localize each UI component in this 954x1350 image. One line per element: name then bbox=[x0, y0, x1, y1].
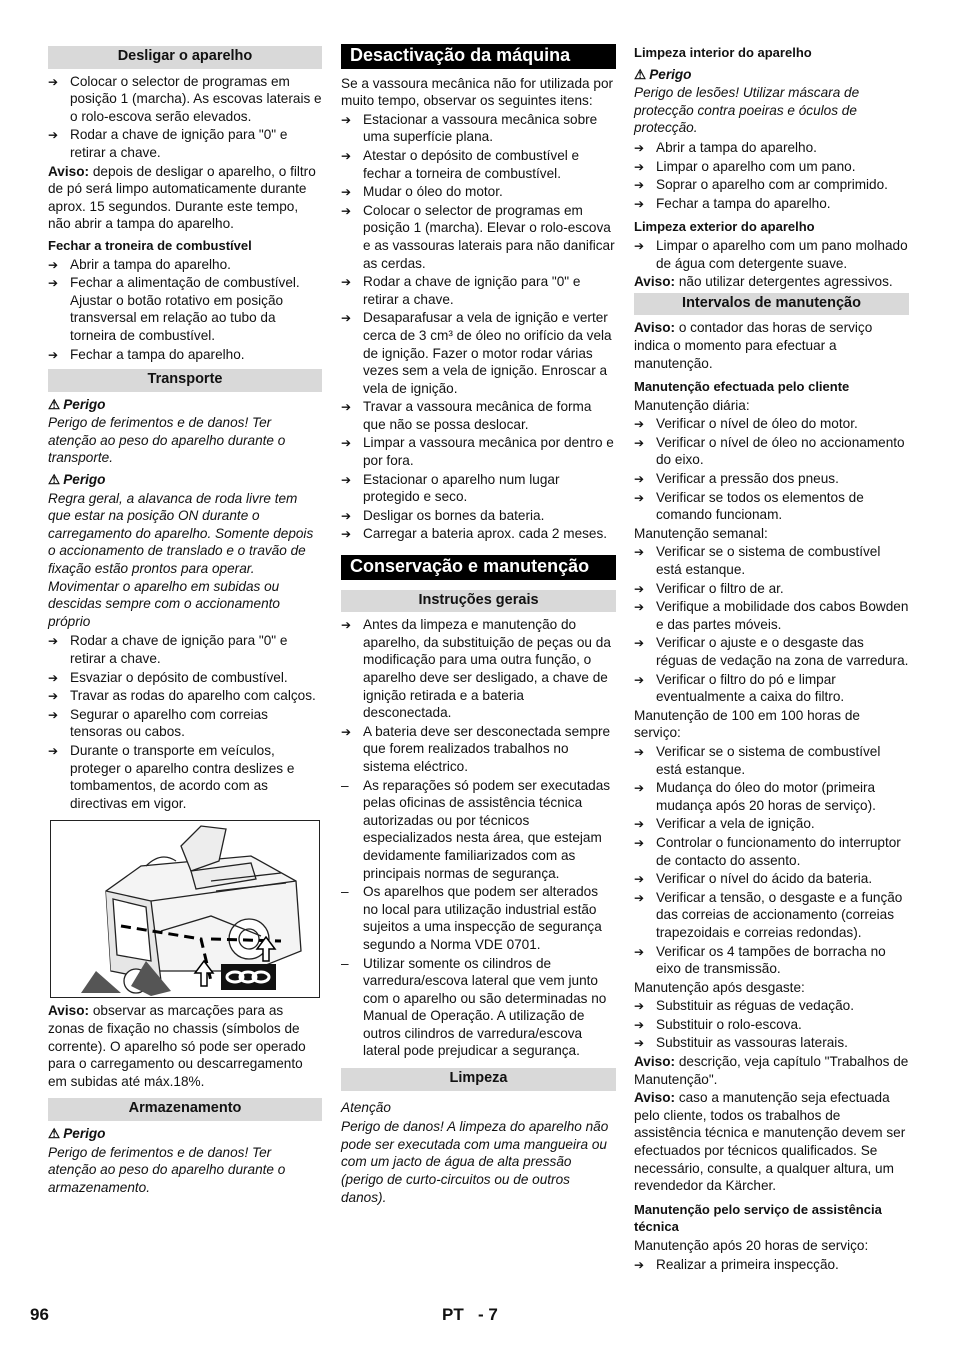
caution-heading: Atenção bbox=[341, 1099, 391, 1115]
interval-label: Manutenção de 100 em 100 horas de serviço: bbox=[634, 707, 860, 741]
arrow-right-icon bbox=[48, 632, 66, 651]
list-item: ➔ Antes da limpeza e manutenção do aparelho, da substituição de peças ou da modificação para uma outra função, o aparelho deve ser desligado, a chave de ignição retirada e a bateria desconectada. bbox=[341, 616, 616, 722]
arrow-right-icon bbox=[634, 598, 652, 617]
list-item: ➔ Desaparafusar a vela de ignição e verter cerca de 3 cm³ de óleo no orifício da vela de ignição. Fazer o motor rodar várias vezes sem a vela de ignição. Enroscar a vela de ignição. bbox=[341, 309, 616, 397]
arrow-right-icon bbox=[341, 309, 359, 328]
arrow-right-icon bbox=[634, 415, 652, 434]
chapter-title-maintenance: Conservação e manutenção bbox=[341, 555, 616, 580]
interval-label: Manutenção diária: bbox=[634, 397, 750, 413]
arrow-right-icon bbox=[48, 669, 66, 688]
list-item: ➔ Atestar o depósito de combustível e fechar a torneira de combustível. bbox=[341, 147, 616, 182]
arrow-right-icon bbox=[48, 73, 66, 92]
subheading-customer-maintenance: Manutenção efectuada pelo cliente bbox=[634, 379, 850, 395]
arrow-right-icon bbox=[341, 434, 359, 453]
danger-text: Regra geral, a alavanca de roda livre tem que estar na posição ON durante o carregamento do aparelho. Somente depois o accionamento de translado e o travão de fixação estão prontos para operar. Movimentar o aparelho em subidas ou descidas sempre com o accionamento próprio bbox=[48, 490, 314, 629]
column-1 bbox=[48, 44, 322, 1198]
arrow-right-icon bbox=[634, 158, 652, 177]
note: Aviso: caso a manutenção seja efectuada pelo cliente, todos os trabalhos de assistência técnica e manutenção devem ser efectuados por técnicos qualificados. Se necessário, consulte, a qualquer altura, um revendedor da Kärcher. bbox=[634, 1090, 906, 1194]
list-item: ➔ Abrir a tampa do aparelho. bbox=[48, 256, 322, 274]
arrow-right-icon bbox=[341, 202, 359, 221]
list-item: ➔ Rodar a chave de ignição para "0" e retirar a chave. bbox=[48, 632, 322, 667]
warning-triangle-icon: ⚠ bbox=[48, 396, 61, 412]
arrow-right-icon bbox=[634, 870, 652, 889]
list-item: ➔ Durante o transporte em veículos, proteger o aparelho contra deslizes e tombamentos, de acordo com as directivas em vigor. bbox=[48, 742, 322, 812]
arrow-right-icon bbox=[341, 471, 359, 490]
list-item: ➔ Carregar a bateria aprox. cada 2 meses. bbox=[341, 525, 616, 543]
arrow-right-icon bbox=[634, 889, 652, 908]
subheading-service-maintenance: Manutenção pelo serviço de assistência técnica bbox=[634, 1201, 882, 1235]
intro-text: Se a vassoura mecânica não for utilizada por muito tempo, observar os seguintes itens: bbox=[341, 75, 614, 109]
list-item: ➔ Rodar a chave de ignição para "0" e retirar a chave. bbox=[341, 273, 616, 308]
danger-text: Perigo de lesões! Utilizar máscara de protecção contra poeiras e óculos de protecção. bbox=[634, 85, 860, 136]
list-item: – Os aparelhos que podem ser alterados no local para utilização industrial estão sujeitos a uma inspecção de segurança segundo a Norma VDE 0701. bbox=[341, 883, 616, 953]
list-item: ➔ Verificar a vela de ignição. bbox=[634, 815, 909, 833]
general-instructions bbox=[341, 616, 616, 1060]
warning-triangle-icon: ⚠ bbox=[48, 1125, 61, 1141]
arrow-right-icon bbox=[634, 1016, 652, 1035]
list-item: ➔ Controlar o funcionamento do interruptor de contacto do assento. bbox=[634, 834, 909, 869]
arrow-right-icon bbox=[48, 126, 66, 145]
list-item: ➔ Abrir a tampa do aparelho. bbox=[634, 139, 909, 157]
list-item: ➔ Colocar o selector de programas em posição 1 (marcha). Elevar o rolo-escova e as vassouras laterais para não danificar as cerdas. bbox=[341, 202, 616, 272]
fuel-cock-steps bbox=[48, 256, 322, 364]
list-item: ➔ Verifique a mobilidade dos cabos Bowden e das partes móveis. bbox=[634, 598, 909, 633]
list-item: ➔ Realizar a primeira inspecção. bbox=[634, 1256, 909, 1274]
list-item: ➔ Limpar a vassoura mecânica por dentro e por fora. bbox=[341, 434, 616, 469]
list-item: ➔ Substituir as réguas de vedação. bbox=[634, 997, 909, 1015]
note: Aviso: não utilizar detergentes agressivos. bbox=[634, 274, 893, 290]
subheading-fuel-cock: Fechar a troneira de combustível bbox=[48, 237, 252, 253]
subheading-exterior-cleaning: Limpeza exterior do aparelho bbox=[634, 219, 815, 235]
section-title-cleaning: Limpeza bbox=[341, 1068, 616, 1091]
list-item: ➔ Verificar os 4 tampões de borracha no eixo de transmissão. bbox=[634, 943, 909, 978]
arrow-right-icon bbox=[634, 1256, 652, 1275]
list-item: ➔ Verificar o ajuste e o desgaste das réguas de vedação na zona de varredura. bbox=[634, 634, 909, 669]
note: Aviso: descrição, veja capítulo "Trabalhos de Manutenção". bbox=[634, 1054, 909, 1087]
list-item: ➔ Substituir as vassouras laterais. bbox=[634, 1034, 909, 1052]
arrow-right-icon bbox=[634, 1034, 652, 1053]
list-item: ➔ Estacionar o aparelho num lugar protegido e seco. bbox=[341, 471, 616, 506]
list-item: ➔ Substituir o rolo-escova. bbox=[634, 1016, 909, 1034]
interval-label: Manutenção após 20 horas de serviço: bbox=[634, 1238, 869, 1253]
arrow-right-icon bbox=[634, 176, 652, 195]
arrow-right-icon bbox=[634, 489, 652, 508]
arrow-right-icon bbox=[48, 274, 66, 293]
exterior-cleaning-steps bbox=[634, 237, 909, 272]
switch-off-steps bbox=[48, 73, 322, 162]
daily-steps bbox=[634, 415, 909, 524]
danger-heading: ⚠ Perigo bbox=[48, 396, 106, 412]
section-title-intervals: Intervalos de manutenção bbox=[634, 293, 909, 316]
section-title-transport: Transporte bbox=[48, 369, 322, 392]
arrow-right-icon bbox=[634, 634, 652, 653]
arrow-right-icon bbox=[341, 525, 359, 544]
section-title-storage: Armazenamento bbox=[48, 1098, 322, 1121]
decommission-steps bbox=[341, 111, 616, 543]
machine-illustration bbox=[50, 820, 320, 998]
arrow-right-icon bbox=[634, 543, 652, 562]
section-page-number: - 7 bbox=[478, 1305, 498, 1324]
interval-label: Manutenção após desgaste: bbox=[634, 979, 805, 995]
list-item: ➔ Estacionar a vassoura mecânica sobre uma superfície plana. bbox=[341, 111, 616, 146]
list-item: ➔ Verificar a pressão dos pneus. bbox=[634, 470, 909, 488]
section-title-switch-off: Desligar o aparelho bbox=[48, 46, 322, 69]
sweeper-drawing bbox=[51, 821, 319, 997]
arrow-right-icon bbox=[48, 687, 66, 706]
warning-triangle-icon: ⚠ bbox=[48, 472, 61, 488]
list-item: ➔ Verificar se todos os elementos de comando funcionam. bbox=[634, 489, 909, 524]
list-item: ➔ Fechar a tampa do aparelho. bbox=[48, 346, 322, 364]
arrow-right-icon bbox=[48, 346, 66, 365]
list-item: ➔ Limpar o aparelho com um pano. bbox=[634, 158, 909, 176]
list-item: ➔ A bateria deve ser desconectada sempre que forem realizados trabalhos no sistema eléctrico. bbox=[341, 723, 616, 776]
list-item: ➔ Segurar o aparelho com correias tensoras ou cabos. bbox=[48, 706, 322, 741]
arrow-right-icon bbox=[341, 273, 359, 292]
interior-cleaning-steps bbox=[634, 139, 909, 212]
danger-text: Perigo de ferimentos e de danos! Ter atenção ao peso do aparelho durante o transporte. bbox=[48, 415, 286, 466]
arrow-right-icon bbox=[634, 434, 652, 453]
arrow-right-icon bbox=[634, 139, 652, 158]
list-item: ➔ Verificar o nível do ácido da bateria. bbox=[634, 870, 909, 888]
transport-steps bbox=[48, 632, 322, 812]
subheading-interior-cleaning: Limpeza interior do aparelho bbox=[634, 45, 812, 60]
list-item: ➔ Verificar a tensão, o desgaste e a função das correias de accionamento (correias trapezoidais e correias redondas). bbox=[634, 889, 909, 942]
list-item: ➔ Mudar o óleo do motor. bbox=[341, 183, 616, 201]
caution-text: Perigo de danos! A limpeza do aparelho não pode ser executada com uma mangueira ou com um jacto de água de alta pressão (perigo de curto-circuitos ou de outros danos). bbox=[341, 1119, 609, 1205]
100h-steps bbox=[634, 743, 909, 978]
arrow-right-icon bbox=[48, 742, 66, 761]
note: Aviso: depois de desligar o aparelho, o filtro de pó será limpo automaticamente durante aprox. 15 segundos. Durante este tempo, não abrir a tampa do aparelho. bbox=[48, 163, 316, 232]
list-item: ➔ Verificar o filtro do pó e limpar eventualmente a caixa do filtro. bbox=[634, 671, 909, 706]
section-title-general: Instruções gerais bbox=[341, 590, 616, 613]
arrow-right-icon bbox=[634, 743, 652, 762]
arrow-right-icon bbox=[634, 815, 652, 834]
arrow-right-icon bbox=[341, 723, 359, 742]
arrow-right-icon bbox=[48, 256, 66, 275]
arrow-right-icon bbox=[634, 671, 652, 690]
arrow-right-icon bbox=[48, 706, 66, 725]
arrow-right-icon bbox=[634, 237, 652, 256]
arrow-right-icon bbox=[634, 834, 652, 853]
list-item: ➔ Desligar os bornes da bateria. bbox=[341, 507, 616, 525]
list-item: ➔ Esvaziar o depósito de combustível. bbox=[48, 669, 322, 687]
arrow-right-icon bbox=[341, 183, 359, 202]
interval-label: Manutenção semanal: bbox=[634, 525, 768, 541]
arrow-right-icon bbox=[341, 147, 359, 166]
list-item: ➔ Travar a vassoura mecânica de forma que não se possa deslocar. bbox=[341, 398, 616, 433]
arrow-right-icon bbox=[634, 470, 652, 489]
list-item: ➔ Mudança do óleo do motor (primeira mudança após 20 horas de serviço). bbox=[634, 779, 909, 814]
list-item: ➔ Verificar o nível de óleo do motor. bbox=[634, 415, 909, 433]
warning-triangle-icon: ⚠ bbox=[634, 66, 647, 82]
list-item: ➔ Verificar se o sistema de combustível está estanque. bbox=[634, 543, 909, 578]
list-item: ➔ Fechar a alimentação de combustível. Ajustar o botão rotativo em posição transversal em relação ao tubo da torneira de combustível. bbox=[48, 274, 322, 344]
note: Aviso: o contador das horas de serviço indica o momento para efectuar a manutenção. bbox=[634, 320, 873, 371]
list-item: ➔ Rodar a chave de ignição para "0" e retirar a chave. bbox=[48, 126, 322, 161]
list-item: ➔ Travar as rodas do aparelho com calços. bbox=[48, 687, 322, 705]
column-2 bbox=[341, 44, 616, 1208]
language-code: PT bbox=[442, 1305, 464, 1324]
arrow-right-icon bbox=[341, 616, 359, 635]
arrow-right-icon bbox=[634, 580, 652, 599]
arrow-right-icon bbox=[634, 195, 652, 214]
wear-steps bbox=[634, 997, 909, 1052]
danger-heading: ⚠ Perigo bbox=[634, 66, 692, 82]
page-number: 96 bbox=[30, 1305, 49, 1324]
list-item: ➔ Verificar o nível de óleo no accionamento do eixo. bbox=[634, 434, 909, 469]
list-item: ➔ Verificar o filtro de ar. bbox=[634, 580, 909, 598]
arrow-right-icon bbox=[634, 779, 652, 798]
list-item: – Utilizar somente os cilindros de varredura/escova lateral que vem junto com o aparelho ou são determinadas no Manual de Operação. A utilização de outros cilindros de varredura/escova lateral pode prejudicar a segurança. bbox=[341, 955, 616, 1061]
note: Aviso: observar as marcações para as zonas de fixação no chassis (símbolos de corrente). O aparelho só pode ser operado para o carregamento ou descarregamento em subidas até máx.18%. bbox=[48, 1003, 306, 1089]
list-item: ➔ Fechar a tampa do aparelho. bbox=[634, 195, 909, 213]
weekly-steps bbox=[634, 543, 909, 705]
danger-heading: ⚠ Perigo bbox=[48, 1125, 106, 1141]
arrow-right-icon bbox=[634, 997, 652, 1016]
list-item: ➔ Limpar o aparelho com um pano molhado de água com detergente suave. bbox=[634, 237, 909, 272]
arrow-right-icon bbox=[341, 507, 359, 526]
20h-steps bbox=[634, 1256, 909, 1274]
chapter-title-decommission: Desactivação da máquina bbox=[341, 44, 616, 69]
list-item: ➔ Soprar o aparelho com ar comprimido. bbox=[634, 176, 909, 194]
arrow-right-icon bbox=[341, 398, 359, 417]
danger-heading: ⚠ Perigo bbox=[48, 472, 106, 488]
arrow-right-icon bbox=[341, 111, 359, 130]
column-3 bbox=[634, 44, 909, 1274]
list-item: ➔ Colocar o selector de programas em posição 1 (marcha). As escovas laterais e o rolo-escova serão elevados. bbox=[48, 73, 322, 126]
danger-text: Perigo de ferimentos e de danos! Ter atenção ao peso do aparelho durante o armazenamento. bbox=[48, 1144, 286, 1195]
arrow-right-icon bbox=[634, 943, 652, 962]
list-item: ➔ Verificar se o sistema de combustível está estanque. bbox=[634, 743, 909, 778]
list-item: – As reparações só podem ser executadas pelas oficinas de assistência técnica autorizadas ou por técnicos especializados nesta área, que estejam devidamente familiarizados com as principais normas de segurança. bbox=[341, 777, 616, 883]
